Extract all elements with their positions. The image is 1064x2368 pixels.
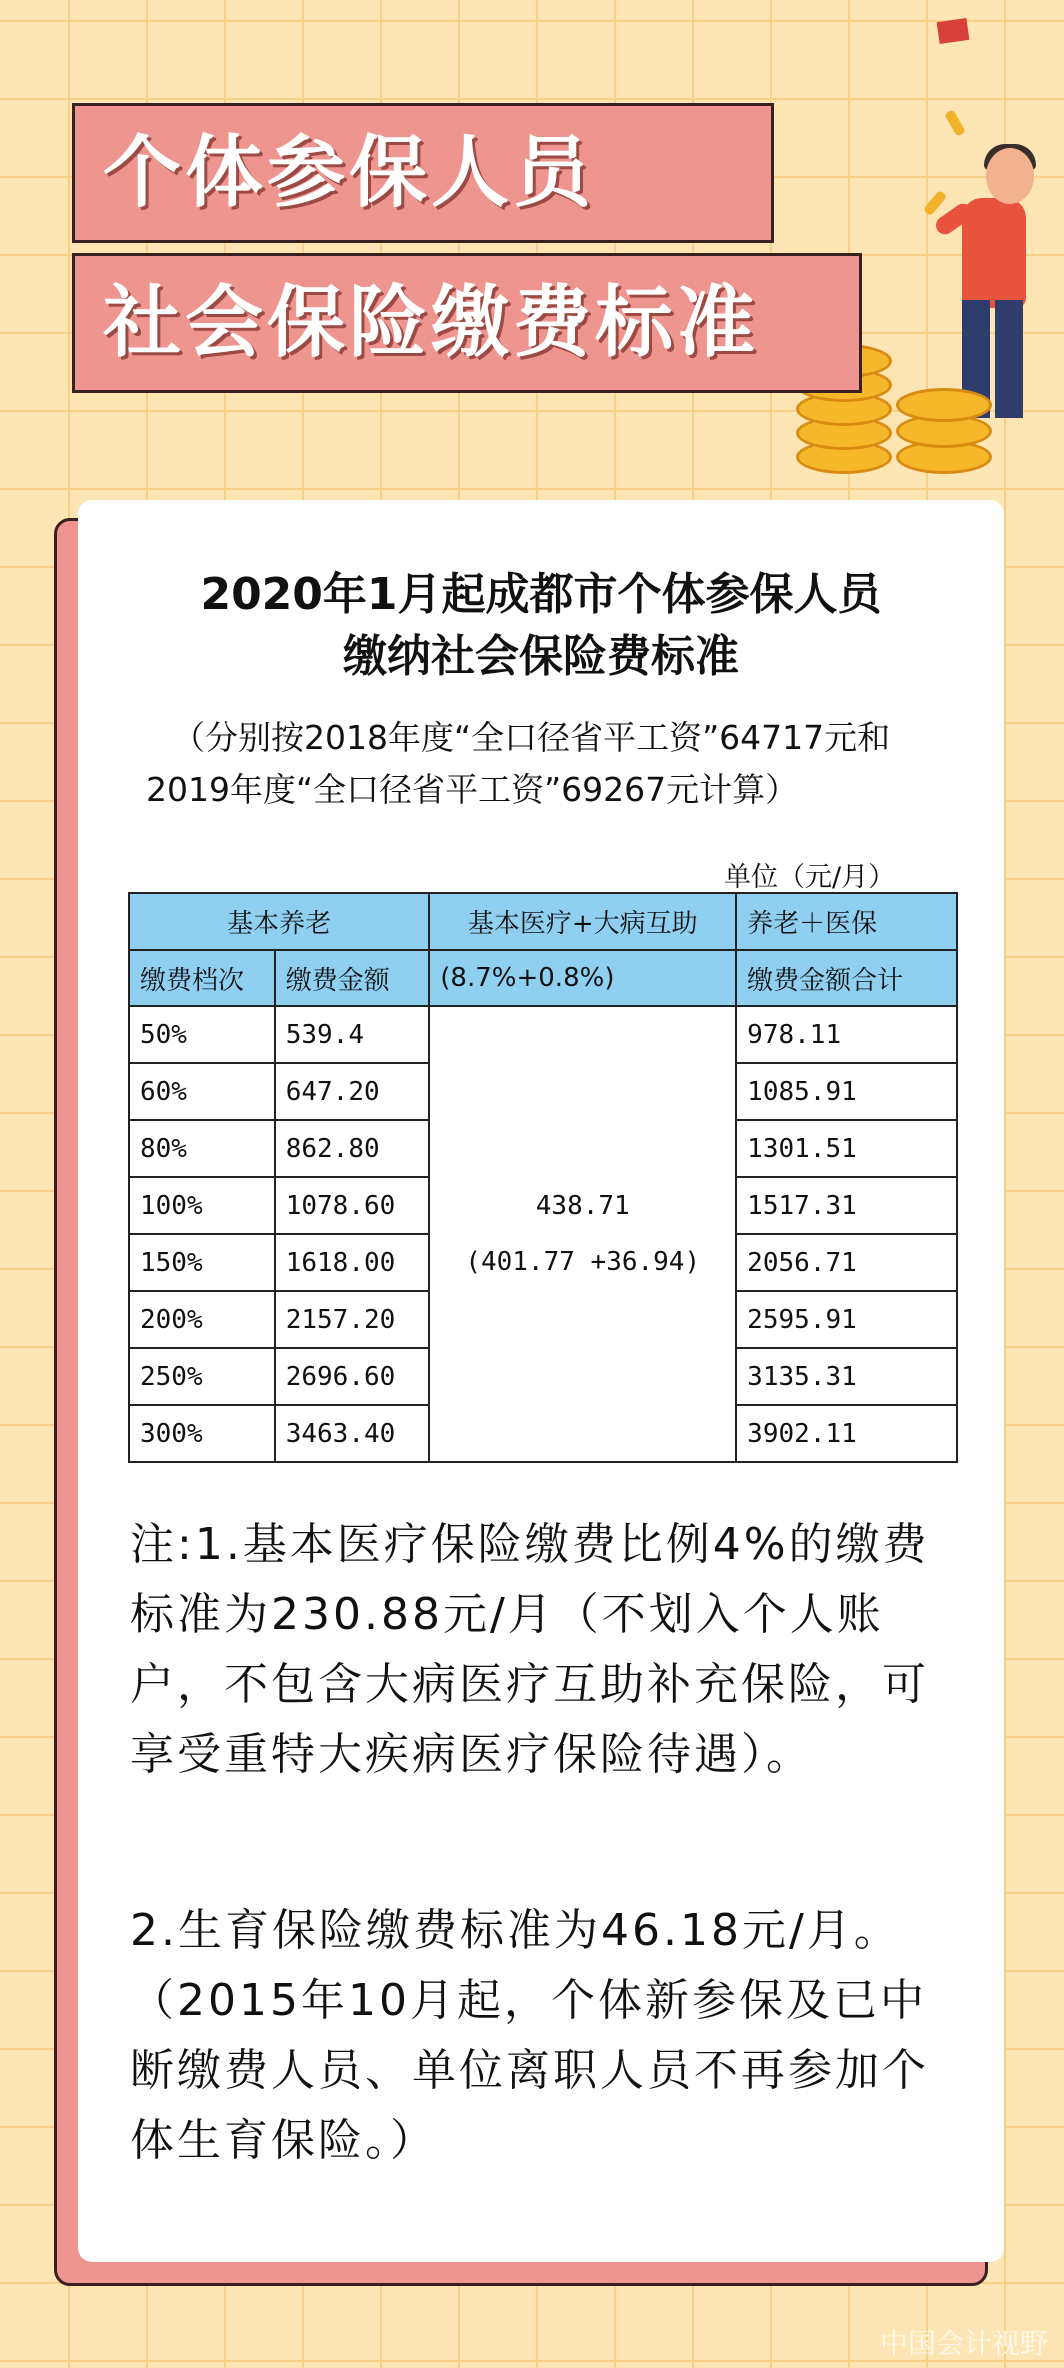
amount-cell: 1618.00 bbox=[275, 1234, 430, 1291]
medical-value: 438.71 bbox=[535, 1191, 630, 1221]
person-head-illustration bbox=[986, 148, 1034, 204]
amount-cell: 1078.60 bbox=[275, 1177, 430, 1234]
spark-decoration bbox=[944, 109, 966, 137]
grade-cell: 80% bbox=[129, 1120, 275, 1177]
amount-cell: 539.4 bbox=[275, 1006, 430, 1063]
grade-cell: 300% bbox=[129, 1405, 275, 1462]
grade-cell: 200% bbox=[129, 1291, 275, 1348]
flag-decoration bbox=[937, 18, 970, 44]
note-medical: 注:1.基本医疗保险缴费比例4%的缴费标准为230.88元/月（不划入个人账户，不包含大病医疗互助补充保险，可享受重特大疾病医疗保险待遇）。 bbox=[130, 1519, 930, 1780]
contribution-table bbox=[128, 892, 958, 1463]
unit-label: 单位（元/月） bbox=[724, 862, 896, 893]
medical-breakdown: (401.77 +36.94) bbox=[465, 1247, 701, 1277]
card-title-line2: 缴纳社会保险费标准 bbox=[343, 631, 739, 682]
total-cell: 2056.71 bbox=[736, 1234, 957, 1291]
spark-decoration bbox=[923, 190, 947, 216]
header-medical: 基本医疗+大病互助 bbox=[429, 893, 736, 950]
page-title-line2: 社会保险缴费标准 bbox=[72, 253, 862, 393]
table-row bbox=[129, 1006, 957, 1063]
header-grade: 缴费档次 bbox=[129, 950, 275, 1006]
total-cell: 1085.91 bbox=[736, 1063, 957, 1120]
card-subtitle-line2: 2019年度“全口径省平工资”69267元计算） bbox=[146, 770, 799, 809]
content-card bbox=[78, 500, 1004, 2262]
amount-cell: 2696.60 bbox=[275, 1348, 430, 1405]
grade-cell: 150% bbox=[129, 1234, 275, 1291]
total-cell: 1301.51 bbox=[736, 1120, 957, 1177]
grade-cell: 250% bbox=[129, 1348, 275, 1405]
amount-cell: 862.80 bbox=[275, 1120, 430, 1177]
grade-cell: 50% bbox=[129, 1006, 275, 1063]
card-title-line1: 2020年1月起成都市个体参保人员 bbox=[200, 569, 882, 620]
watermark-text: 中国会计视野 bbox=[879, 2327, 1048, 2360]
header-total-line2: 缴费金额合计 bbox=[736, 950, 957, 1006]
amount-cell: 647.20 bbox=[275, 1063, 430, 1120]
person-leg-illustration bbox=[995, 300, 1023, 418]
total-cell: 3135.31 bbox=[736, 1348, 957, 1405]
total-cell: 978.11 bbox=[736, 1006, 957, 1063]
total-cell: 1517.31 bbox=[736, 1177, 957, 1234]
total-cell: 3902.11 bbox=[736, 1405, 957, 1462]
amount-cell: 2157.20 bbox=[275, 1291, 430, 1348]
header-pension: 基本养老 bbox=[129, 893, 429, 950]
grade-cell: 100% bbox=[129, 1177, 275, 1234]
coin-stack-icon bbox=[896, 388, 992, 422]
header-total-line1: 养老＋医保 bbox=[736, 893, 957, 950]
medical-cell bbox=[429, 1006, 736, 1462]
card-subtitle-line1: （分别按2018年度“全口径省平工资”64717元和 bbox=[172, 718, 891, 757]
header-medical-rate: (8.7%+0.8%) bbox=[429, 950, 736, 1006]
note-maternity: 2.生育保险缴费标准为46.18元/月。（2015年10月起，个体新参保及已中断缴费人员、单位离职人员不再参加个体生育保险。） bbox=[130, 1905, 929, 2166]
header-amount: 缴费金额 bbox=[275, 950, 430, 1006]
person-illustration bbox=[962, 198, 1026, 308]
total-cell: 2595.91 bbox=[736, 1291, 957, 1348]
grade-cell: 60% bbox=[129, 1063, 275, 1120]
page-title-line1: 个体参保人员 bbox=[72, 103, 774, 243]
amount-cell: 3463.40 bbox=[275, 1405, 430, 1462]
